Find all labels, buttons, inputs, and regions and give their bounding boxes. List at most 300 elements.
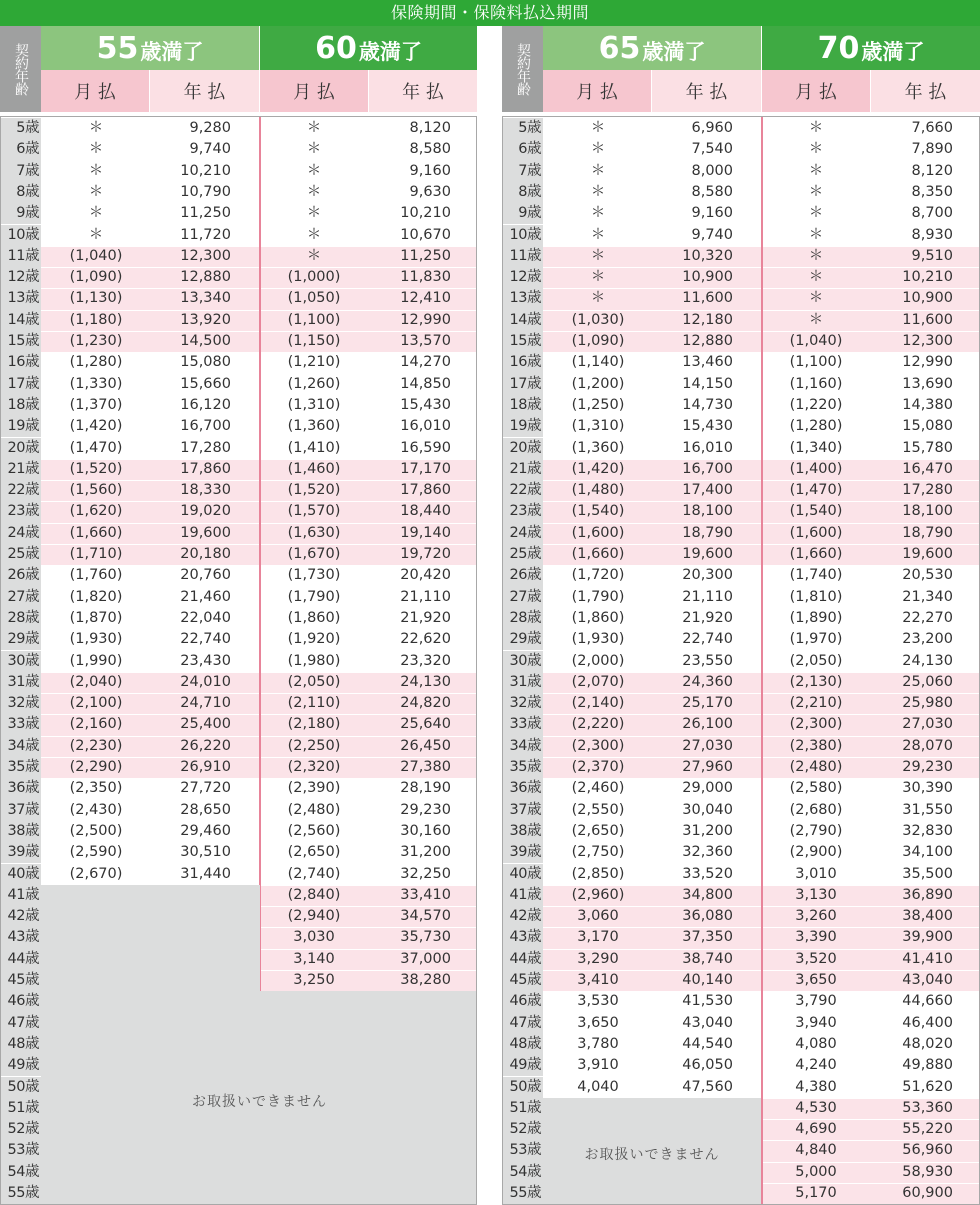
age-column-header-label: 契約年齢 (515, 43, 531, 95)
annual-cell-b: 14,380 (902, 396, 953, 413)
annual-cell-b: 12,410 (400, 290, 451, 307)
annual-cell-b: 32,250 (400, 865, 451, 882)
monthly-cell-a: (2,230) (69, 737, 123, 754)
annual-cell-a: 33,520 (682, 865, 733, 882)
age-cell: 50歳 (503, 1077, 543, 1098)
annual-cell-b: 34,100 (902, 844, 953, 861)
table-row (503, 161, 979, 182)
annual-cell-b: 16,010 (400, 418, 451, 435)
monthly-cell-b: ＊ (808, 269, 824, 286)
monthly-cell-b: (2,900) (789, 844, 843, 861)
table-row (1, 288, 476, 309)
age-cell: 33歳 (1, 714, 41, 735)
age-cell: 39歳 (1, 842, 41, 863)
annual-cell-b: 28,070 (902, 737, 953, 754)
monthly-cell-a: (1,660) (69, 524, 123, 541)
monthly-cell-b: 4,380 (795, 1078, 837, 1095)
age-cell: 35歳 (503, 757, 543, 778)
age-cell: 26歳 (503, 565, 543, 586)
age-cell: 45歳 (1, 970, 41, 991)
monthly-cell-b: (1,660) (789, 546, 843, 562)
monthly-cell-b: ＊ (808, 226, 824, 243)
age-cell: 9歳 (503, 203, 543, 224)
annual-cell-b: 9,510 (911, 247, 953, 264)
monthly-cell-b: (1,920) (287, 631, 341, 648)
annual-cell-a: 37,350 (682, 929, 733, 946)
age-cell: 18歳 (1, 395, 41, 416)
age-cell: 48歳 (503, 1034, 543, 1055)
monthly-cell-b: ＊ (306, 226, 322, 243)
age-cell: 49歳 (1, 1055, 41, 1076)
monthly-cell-a: ＊ (590, 162, 606, 179)
annual-cell-a: 8,000 (691, 162, 733, 179)
age-cell: 7歳 (1, 161, 41, 182)
monthly-cell-a: ＊ (590, 269, 606, 286)
age-column-header (502, 26, 543, 112)
monthly-cell-a: (2,140) (571, 695, 625, 712)
annual-cell-a: 11,600 (682, 290, 733, 307)
annual-cell-b: 20,420 (400, 567, 451, 584)
annual-cell-b: 12,990 (400, 311, 451, 328)
monthly-cell-a: (1,930) (571, 631, 625, 648)
monthly-cell-b: 3,140 (293, 950, 335, 967)
monthly-cell-b: (1,810) (789, 588, 843, 605)
monthly-cell-a: (1,420) (571, 460, 625, 477)
monthly-cell-a: (1,760) (69, 567, 123, 584)
annual-cell-b: 22,270 (902, 609, 953, 626)
age-cell: 8歳 (1, 182, 41, 203)
monthly-cell-b: (2,180) (287, 716, 341, 733)
monthly-cell-b: ＊ (306, 247, 322, 264)
annual-cell-a: 17,280 (180, 439, 231, 456)
monthly-cell-a: (2,650) (571, 822, 625, 839)
monthly-header-55: 月 払 (41, 70, 149, 112)
monthly-cell-a: (2,000) (571, 652, 625, 669)
table-row (503, 800, 979, 821)
annual-cell-b: 29,230 (902, 759, 953, 775)
monthly-cell-a: ＊ (590, 290, 606, 307)
monthly-cell-b: ＊ (808, 141, 824, 158)
monthly-cell-a: ＊ (590, 183, 606, 200)
annual-cell-a: 29,000 (682, 780, 733, 797)
annual-cell-a: 13,920 (180, 311, 231, 328)
monthly-cell-b: 4,080 (795, 1035, 837, 1052)
annual-cell-b: 18,790 (902, 524, 953, 541)
monthly-cell-b: ＊ (808, 205, 824, 222)
monthly-cell-b: ＊ (808, 120, 824, 136)
annual-cell-b: 14,850 (400, 375, 451, 392)
term-header-60 (260, 26, 477, 70)
annual-cell-a: 10,900 (682, 269, 733, 286)
monthly-cell-b: (1,730) (287, 567, 341, 584)
annual-cell-b: 24,130 (400, 673, 451, 690)
annual-cell-b: 51,620 (902, 1078, 953, 1095)
premium-table-55-60 (0, 26, 477, 1205)
annual-cell-b: 29,230 (400, 801, 451, 818)
table-row (503, 565, 979, 586)
monthly-cell-a: (2,430) (69, 801, 123, 818)
annual-cell-b: 18,440 (400, 503, 451, 520)
annual-cell-a: 27,960 (682, 759, 733, 775)
annual-cell-b: 25,980 (902, 695, 953, 712)
age-cell: 30歳 (503, 651, 543, 672)
table-row (503, 267, 979, 288)
table-row (1, 267, 476, 288)
table-row (503, 352, 979, 373)
annual-cell-a: 9,740 (691, 226, 733, 243)
monthly-cell-b: 3,010 (795, 865, 837, 882)
monthly-cell-b: 4,240 (795, 1057, 837, 1074)
monthly-cell-b: ＊ (808, 311, 824, 328)
term-divider (761, 117, 763, 1205)
table-row (1, 842, 476, 863)
table-row (1, 225, 476, 246)
age-cell: 46歳 (503, 991, 543, 1012)
age-cell: 38歳 (1, 821, 41, 842)
annual-cell-a: 22,740 (180, 631, 231, 648)
annual-cell-a: 36,080 (682, 908, 733, 925)
table-row (1, 118, 476, 139)
annual-cell-a: 34,800 (682, 886, 733, 903)
annual-cell-b: 33,410 (400, 886, 451, 903)
age-cell: 7歳 (503, 161, 543, 182)
table-row (1, 864, 476, 885)
age-cell: 40歳 (503, 864, 543, 885)
monthly-cell-a: (2,500) (69, 822, 123, 839)
annual-cell-b: 49,880 (902, 1057, 953, 1074)
annual-cell-b: 19,720 (400, 546, 451, 562)
table-row (1, 203, 476, 224)
table-row (503, 459, 979, 480)
age-cell: 34歳 (503, 736, 543, 757)
annual-cell-b: 60,900 (902, 1185, 953, 1201)
table-row (1, 608, 476, 629)
annual-cell-a: 12,880 (682, 333, 733, 349)
annual-cell-b: 10,900 (902, 290, 953, 307)
age-cell: 23歳 (503, 501, 543, 522)
monthly-cell-b: (1,100) (287, 311, 341, 328)
annual-cell-b: 30,160 (400, 822, 451, 839)
age-cell: 16歳 (1, 352, 41, 373)
annual-cell-b: 11,250 (400, 247, 451, 264)
table-row (1, 821, 476, 842)
table-row (503, 225, 979, 246)
unavailable-area (543, 1098, 761, 1205)
monthly-cell-a: (1,140) (571, 354, 625, 371)
table-row (1, 352, 476, 373)
monthly-cell-b: ＊ (306, 141, 322, 158)
age-cell: 19歳 (503, 416, 543, 437)
monthly-cell-a: (1,790) (571, 588, 625, 605)
annual-cell-a: 27,720 (180, 780, 231, 797)
monthly-cell-a: 3,290 (577, 950, 619, 967)
table-row (1, 693, 476, 714)
monthly-cell-a: (1,250) (571, 396, 625, 413)
table-row (503, 1013, 979, 1034)
table-row (503, 416, 979, 437)
annual-cell-a: 9,160 (691, 205, 733, 222)
monthly-cell-b: 4,530 (795, 1099, 837, 1116)
monthly-cell-a: (1,990) (69, 652, 123, 669)
table-row (503, 288, 979, 309)
age-column-header-label: 契約年齢 (13, 43, 29, 95)
unavailable-area (41, 885, 260, 998)
annual-cell-b: 15,080 (902, 418, 953, 435)
age-cell: 15歳 (1, 331, 41, 352)
monthly-cell-a: (2,590) (69, 844, 123, 861)
age-cell: 11歳 (503, 246, 543, 267)
annual-cell-a: 26,220 (180, 737, 231, 754)
annual-cell-b: 13,690 (902, 375, 953, 392)
monthly-cell-b: 4,690 (795, 1121, 837, 1138)
table-row (503, 1077, 979, 1098)
table-row (1, 736, 476, 757)
table-row (503, 672, 979, 693)
age-cell: 11歳 (1, 246, 41, 267)
age-cell: 29歳 (1, 629, 41, 650)
monthly-cell-a: (1,660) (571, 546, 625, 562)
annual-cell-b: 12,990 (902, 354, 953, 371)
annual-cell-a: 44,540 (682, 1035, 733, 1052)
monthly-cell-b: (2,050) (789, 652, 843, 669)
monthly-cell-b: (2,790) (789, 822, 843, 839)
annual-cell-a: 20,180 (180, 546, 231, 562)
monthly-cell-a: (1,600) (571, 524, 625, 541)
age-cell: 20歳 (1, 438, 41, 459)
monthly-cell-b: (1,460) (287, 460, 341, 477)
monthly-cell-a: (1,470) (69, 439, 123, 456)
annual-cell-b: 27,030 (902, 716, 953, 733)
age-cell: 20歳 (503, 438, 543, 459)
age-cell: 22歳 (503, 480, 543, 501)
table-row (1, 651, 476, 672)
monthly-cell-a: (1,310) (571, 418, 625, 435)
monthly-cell-b: (1,600) (789, 524, 843, 541)
annual-cell-a: 18,330 (180, 482, 231, 499)
annual-cell-a: 10,320 (682, 247, 733, 264)
annual-cell-b: 31,200 (400, 844, 451, 861)
annual-cell-a: 12,300 (180, 247, 231, 264)
table-body (0, 116, 477, 1205)
age-cell: 13歳 (1, 288, 41, 309)
monthly-cell-b: (2,050) (287, 673, 341, 690)
monthly-cell-a: ＊ (88, 120, 104, 136)
monthly-cell-b: (2,380) (789, 737, 843, 754)
annual-cell-b: 9,630 (409, 183, 451, 200)
monthly-cell-b: (1,410) (287, 439, 341, 456)
annual-cell-a: 12,180 (682, 311, 733, 328)
term-divider (259, 117, 261, 991)
monthly-cell-b: 5,000 (795, 1163, 837, 1180)
annual-cell-b: 17,170 (400, 460, 451, 477)
table-row (503, 906, 979, 927)
annual-cell-a: 11,250 (180, 205, 231, 222)
annual-cell-a: 23,550 (682, 652, 733, 669)
monthly-cell-b: (1,280) (789, 418, 843, 435)
annual-cell-a: 19,020 (180, 503, 231, 520)
table-row (503, 970, 979, 991)
annual-cell-b: 8,700 (911, 205, 953, 222)
annual-cell-a: 7,540 (691, 141, 733, 158)
age-cell: 10歳 (1, 225, 41, 246)
table-row (1, 374, 476, 395)
annual-cell-a: 16,700 (180, 418, 231, 435)
annual-cell-a: 17,400 (682, 482, 733, 499)
table-row (1, 331, 476, 352)
annual-cell-b: 37,000 (400, 950, 451, 967)
monthly-cell-a: (1,280) (69, 354, 123, 371)
annual-cell-b: 12,300 (902, 333, 953, 349)
age-cell: 10歳 (503, 225, 543, 246)
monthly-cell-a: ＊ (590, 205, 606, 222)
annual-cell-a: 15,080 (180, 354, 231, 371)
monthly-cell-a: ＊ (88, 141, 104, 158)
table-row (503, 480, 979, 501)
age-cell: 14歳 (1, 310, 41, 331)
premium-table-65-70 (502, 26, 980, 1205)
annual-cell-b: 10,670 (400, 226, 451, 243)
age-cell: 47歳 (1, 1013, 41, 1034)
monthly-cell-b: 3,260 (795, 908, 837, 925)
annual-cell-b: 18,100 (902, 503, 953, 520)
table-row (1, 565, 476, 586)
table-row (503, 182, 979, 203)
term-suffix: 歳満了 (861, 40, 925, 64)
annual-cell-a: 19,600 (682, 546, 733, 562)
age-cell: 51歳 (503, 1098, 543, 1119)
monthly-cell-b: (1,000) (287, 269, 341, 286)
monthly-cell-b: (1,160) (789, 375, 843, 392)
monthly-cell-b: (2,210) (789, 695, 843, 712)
monthly-cell-b: (2,320) (287, 759, 341, 775)
age-cell: 8歳 (503, 182, 543, 203)
annual-header-65: 年 払 (652, 70, 761, 112)
annual-cell-a: 31,200 (682, 822, 733, 839)
monthly-cell-b: 4,840 (795, 1142, 837, 1159)
monthly-cell-a: (2,100) (69, 695, 123, 712)
monthly-cell-b: (1,740) (789, 567, 843, 584)
annual-cell-a: 14,150 (682, 375, 733, 392)
age-cell: 6歳 (503, 139, 543, 160)
table-row (503, 438, 979, 459)
monthly-cell-b: (1,100) (789, 354, 843, 371)
annual-cell-b: 38,280 (400, 972, 451, 988)
annual-cell-b: 7,660 (911, 120, 953, 136)
monthly-cell-a: 3,780 (577, 1035, 619, 1052)
monthly-cell-a: (1,620) (69, 503, 123, 520)
annual-cell-b: 16,590 (400, 439, 451, 456)
table-row (1, 778, 476, 799)
annual-cell-a: 31,440 (180, 865, 231, 882)
table-row (1, 459, 476, 480)
monthly-cell-a: (1,870) (69, 609, 123, 626)
annual-cell-a: 17,860 (180, 460, 231, 477)
age-cell: 40歳 (1, 864, 41, 885)
annual-cell-a: 16,010 (682, 439, 733, 456)
annual-cell-b: 19,600 (902, 546, 953, 562)
age-cell: 41歳 (1, 885, 41, 906)
annual-cell-b: 27,380 (400, 759, 451, 775)
annual-cell-a: 14,500 (180, 333, 231, 349)
table-row (503, 374, 979, 395)
table-row (503, 544, 979, 565)
table-row (1, 523, 476, 544)
monthly-header-70: 月 払 (762, 70, 870, 112)
term-header-55 (41, 26, 259, 70)
age-cell: 54歳 (503, 1162, 543, 1183)
annual-cell-a: 22,740 (682, 631, 733, 648)
table-row (503, 693, 979, 714)
table-row (503, 864, 979, 885)
monthly-cell-b: 3,940 (795, 1014, 837, 1031)
annual-cell-b: 36,890 (902, 886, 953, 903)
age-cell: 37歳 (1, 800, 41, 821)
monthly-cell-a: ＊ (590, 120, 606, 136)
age-cell: 47歳 (503, 1013, 543, 1034)
monthly-cell-b: ＊ (808, 183, 824, 200)
table-row (1, 395, 476, 416)
table-row (503, 629, 979, 650)
monthly-cell-b: ＊ (808, 290, 824, 307)
table-row (1, 544, 476, 565)
monthly-cell-a: 3,170 (577, 929, 619, 946)
monthly-cell-a: 4,040 (577, 1078, 619, 1095)
monthly-cell-a: (1,130) (69, 290, 123, 307)
monthly-cell-a: ＊ (88, 162, 104, 179)
annual-cell-b: 15,780 (902, 439, 953, 456)
table-row (1, 587, 476, 608)
monthly-cell-b: (2,740) (287, 865, 341, 882)
monthly-cell-a: (2,850) (571, 865, 625, 882)
age-cell: 25歳 (503, 544, 543, 565)
annual-cell-a: 30,040 (682, 801, 733, 818)
table-title: 保険期間・保険料払込期間 (0, 0, 980, 26)
annual-cell-b: 38,400 (902, 908, 953, 925)
monthly-cell-a: ＊ (590, 141, 606, 158)
annual-cell-b: 8,120 (911, 162, 953, 179)
annual-cell-b: 44,660 (902, 993, 953, 1010)
monthly-cell-b: (1,890) (789, 609, 843, 626)
age-cell: 34歳 (1, 736, 41, 757)
age-column-header (0, 26, 41, 112)
monthly-cell-b: (2,130) (789, 673, 843, 690)
monthly-cell-a: (1,820) (69, 588, 123, 605)
annual-cell-b: 13,570 (400, 333, 451, 349)
annual-cell-b: 16,470 (902, 460, 953, 477)
annual-cell-a: 20,760 (180, 567, 231, 584)
annual-cell-b: 31,550 (902, 801, 953, 818)
table-row (1, 714, 476, 735)
annual-cell-a: 41,530 (682, 993, 733, 1010)
annual-cell-b: 21,340 (902, 588, 953, 605)
annual-cell-b: 53,360 (902, 1099, 953, 1116)
monthly-cell-a: ＊ (88, 226, 104, 243)
monthly-cell-a: (2,040) (69, 673, 123, 690)
annual-cell-a: 25,400 (180, 716, 231, 733)
monthly-cell-b: ＊ (808, 247, 824, 264)
annual-cell-b: 26,450 (400, 737, 451, 754)
monthly-cell-a: (1,710) (69, 546, 123, 562)
table-row (503, 949, 979, 970)
monthly-cell-b: 5,170 (795, 1185, 837, 1201)
monthly-cell-b: (1,860) (287, 609, 341, 626)
annual-cell-b: 11,600 (902, 311, 953, 328)
annual-cell-b: 24,820 (400, 695, 451, 712)
monthly-cell-b: 3,520 (795, 950, 837, 967)
age-cell: 39歳 (503, 842, 543, 863)
annual-cell-b: 10,210 (902, 269, 953, 286)
monthly-cell-b: (2,480) (287, 801, 341, 818)
